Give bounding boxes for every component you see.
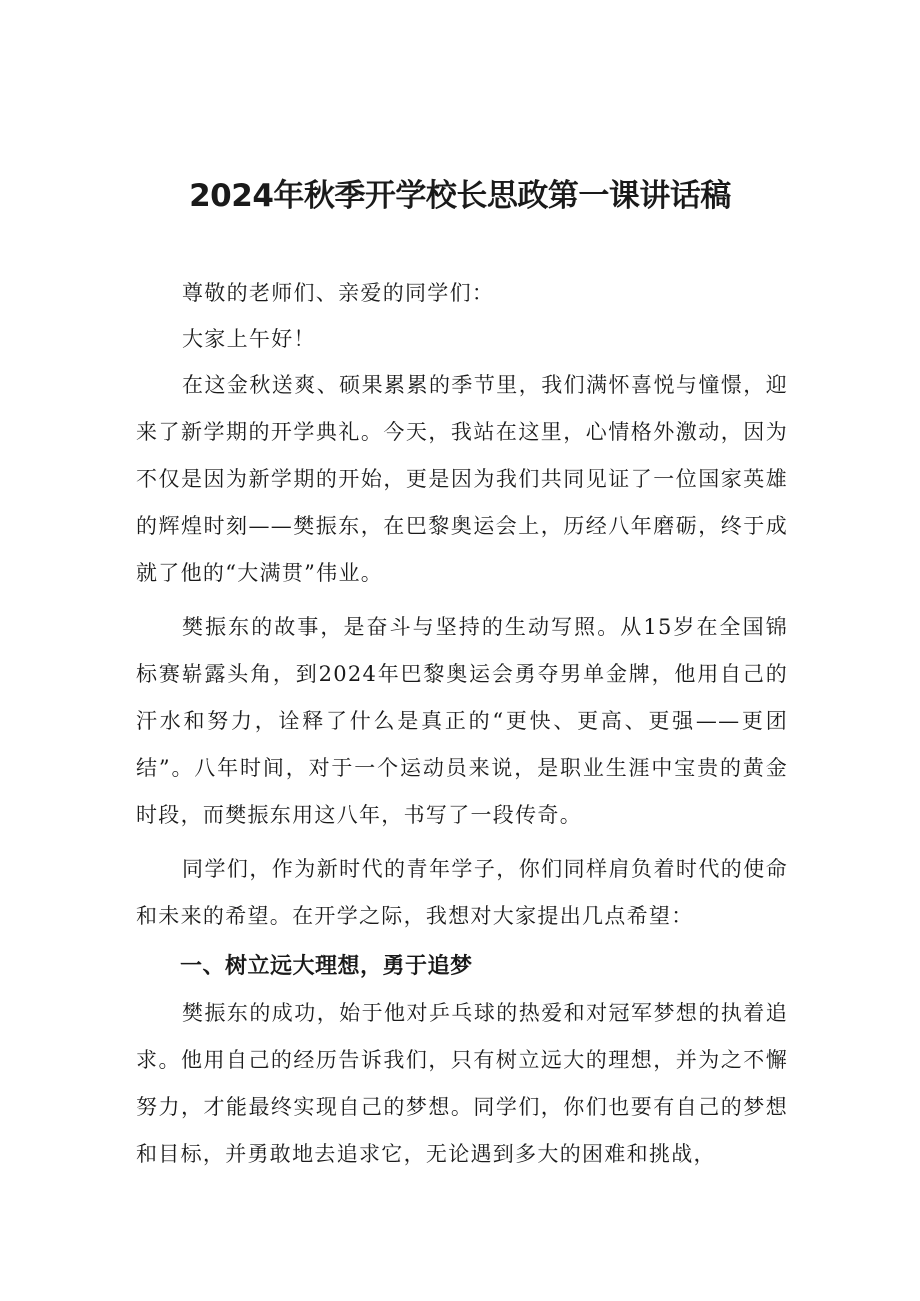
paragraph-section-one: 樊振东的成功，始于他对乒乓球的热爱和对冠军梦想的执着追求。他用自己的经历告诉我们，只有树立远大的理想，并为之不懈努力，才能最终实现自己的梦想。同学们，你们也要有自己的梦想和目标，并勇敢地去追求它，无论遇到多大的困难和挑战， xyxy=(136,1001,788,1166)
paragraph-hopes-intro: 同学们，作为新时代的青年学子，你们同样肩负着时代的使命和未来的希望。在开学之际，我想对大家提出几点希望： xyxy=(136,857,788,928)
greeting: 大家上午好！ xyxy=(182,327,316,351)
document-title: 2024年秋季开学校长思政第一课讲话稿 xyxy=(189,178,731,214)
paragraph-fan-zhendong-story: 樊振东的故事，是奋斗与坚持的生动写照。从15岁在全国锦标赛崭露头角，到2024年巴黎奥运会勇夺男单金牌，他用自己的汗水和努力，诠释了什么是真正的“更快、更高、更强——更团结”。八年时间，对于一个运动员来说，是职业生涯中宝贵的黄金时段，而樊振东用这八年，书写了一段传奇。 xyxy=(136,615,788,827)
paragraph-opening: 在这金秋送爽、硕果累累的季节里，我们满怀喜悦与憧憬，迎来了新学期的开学典礼。今天，我站在这里，心情格外激动，因为不仅是因为新学期的开始，更是因为我们共同见证了一位国家英雄的辉煌时刻——樊振东，在巴黎奥运会上，历经八年磨砺，终于成就了他的“大满贯”伟业。 xyxy=(136,373,788,585)
section-heading: 一、树立远大理想，勇于追梦 xyxy=(180,954,473,979)
salutation: 尊敬的老师们、亲爱的同学们： xyxy=(182,281,495,305)
